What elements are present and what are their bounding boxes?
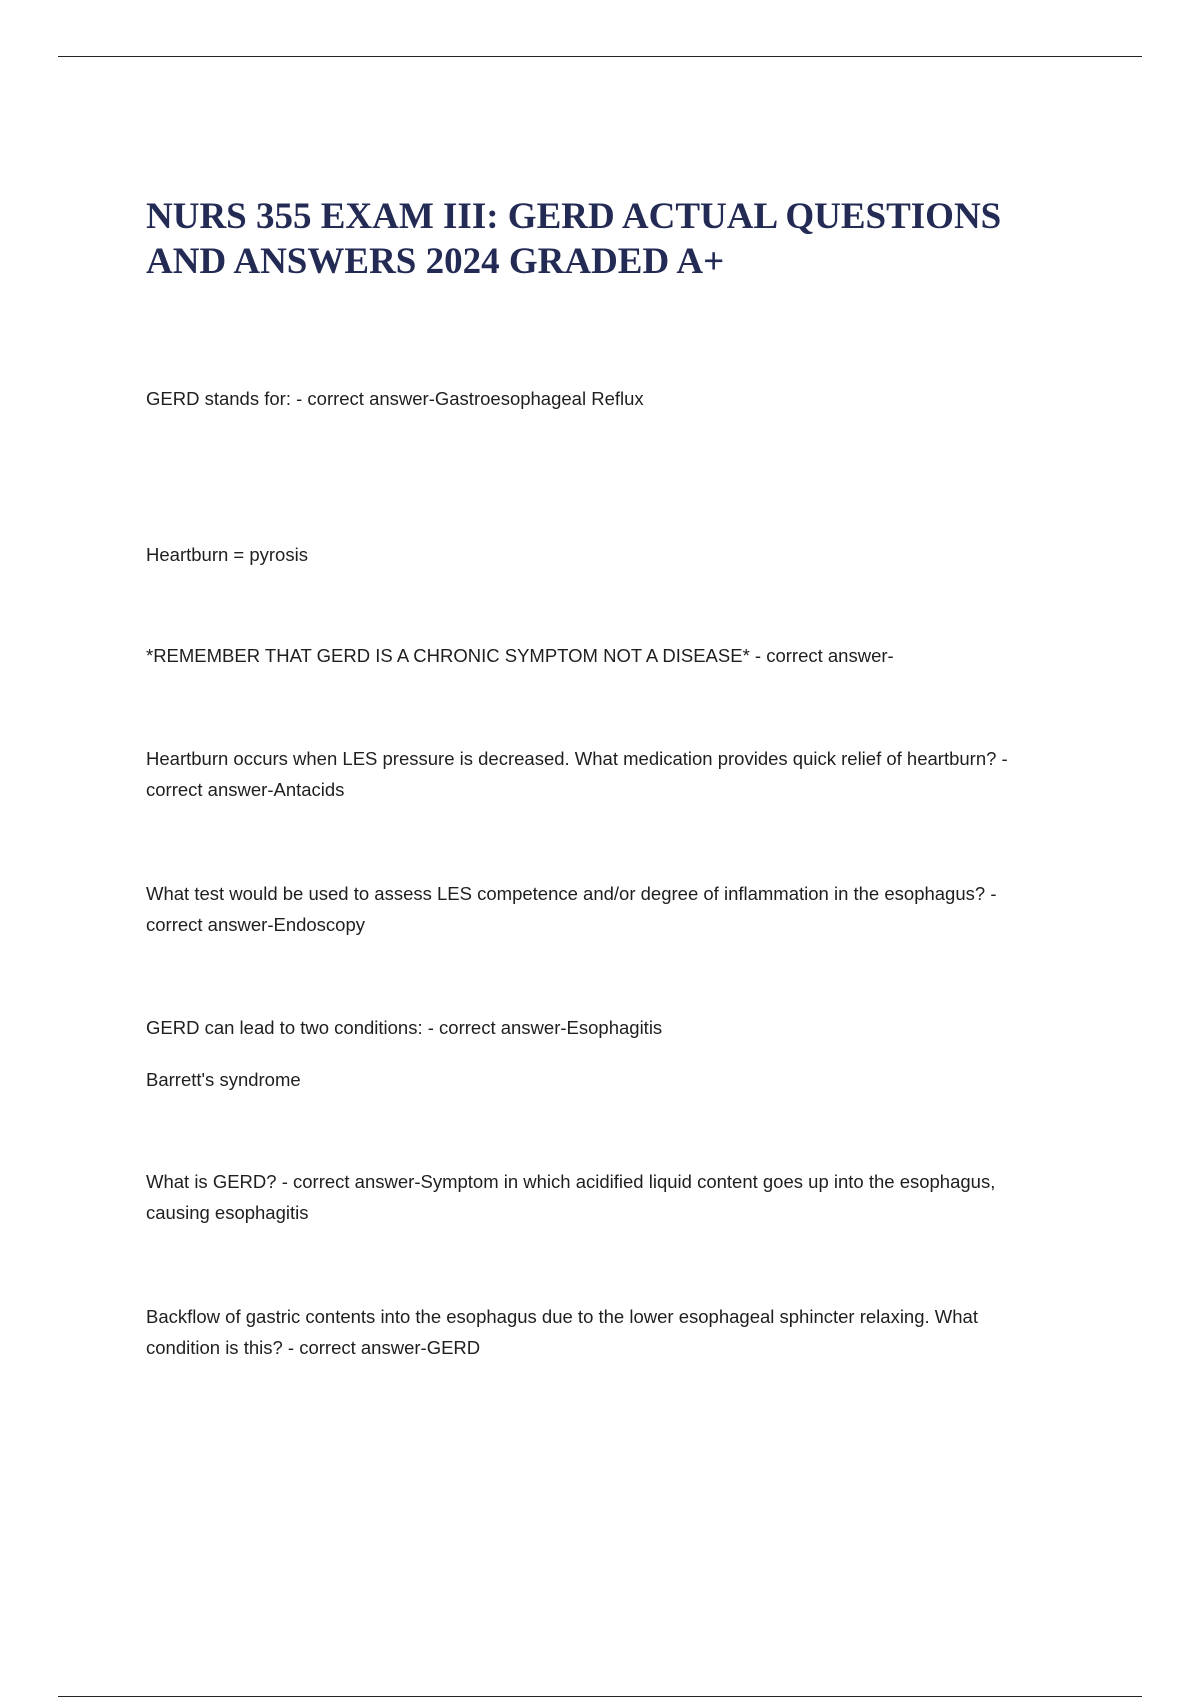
document-title <box>146 194 1106 284</box>
top-divider <box>58 56 1142 57</box>
bottom-divider <box>58 1696 1142 1697</box>
entry-line: Heartburn occurs when LES pressure is decreased. What medication provides quick relief of heartburn? - <box>146 748 1008 769</box>
qa-entry-remember-gerd <box>146 640 1096 671</box>
entry-line: Backflow of gastric contents into the esophagus due to the lower esophageal sphincter relaxing. What <box>146 1306 978 1327</box>
entry-line: correct answer-Antacids <box>146 779 345 800</box>
entry-line: Barrett's syndrome <box>146 1069 301 1090</box>
answer-continuation-barretts <box>146 1064 1096 1095</box>
entry-line: correct answer-Endoscopy <box>146 914 366 935</box>
qa-entry-gerd-stands-for <box>146 383 1096 414</box>
entry-line: What test would be used to assess LES competence and/or degree of inflammation in the esophagus? - <box>146 883 997 904</box>
qa-entry-backflow-condition <box>146 1301 1096 1363</box>
qa-entry-heartburn-medication <box>146 743 1096 805</box>
title-line-1: NURS 355 EXAM III: GERD ACTUAL QUESTIONS <box>146 196 1002 237</box>
note-heartburn-pyrosis <box>146 539 1096 570</box>
title-line-2: AND ANSWERS 2024 GRADED A+ <box>146 241 725 282</box>
qa-entry-what-is-gerd <box>146 1166 1096 1228</box>
entry-line: Heartburn = pyrosis <box>146 544 308 565</box>
entry-line: *REMEMBER THAT GERD IS A CHRONIC SYMPTOM NOT A DISEASE* - correct answer- <box>146 645 894 666</box>
qa-entry-les-test <box>146 878 1096 940</box>
entry-line: causing esophagitis <box>146 1202 309 1223</box>
entry-line: GERD stands for: - correct answer-Gastroesophageal Reflux <box>146 388 644 409</box>
entry-line: GERD can lead to two conditions: - correct answer-Esophagitis <box>146 1017 663 1038</box>
entry-line: What is GERD? - correct answer-Symptom in which acidified liquid content goes up into the esophagus, <box>146 1171 996 1192</box>
qa-entry-two-conditions <box>146 1012 1096 1043</box>
entry-line: condition is this? - correct answer-GERD <box>146 1337 481 1358</box>
